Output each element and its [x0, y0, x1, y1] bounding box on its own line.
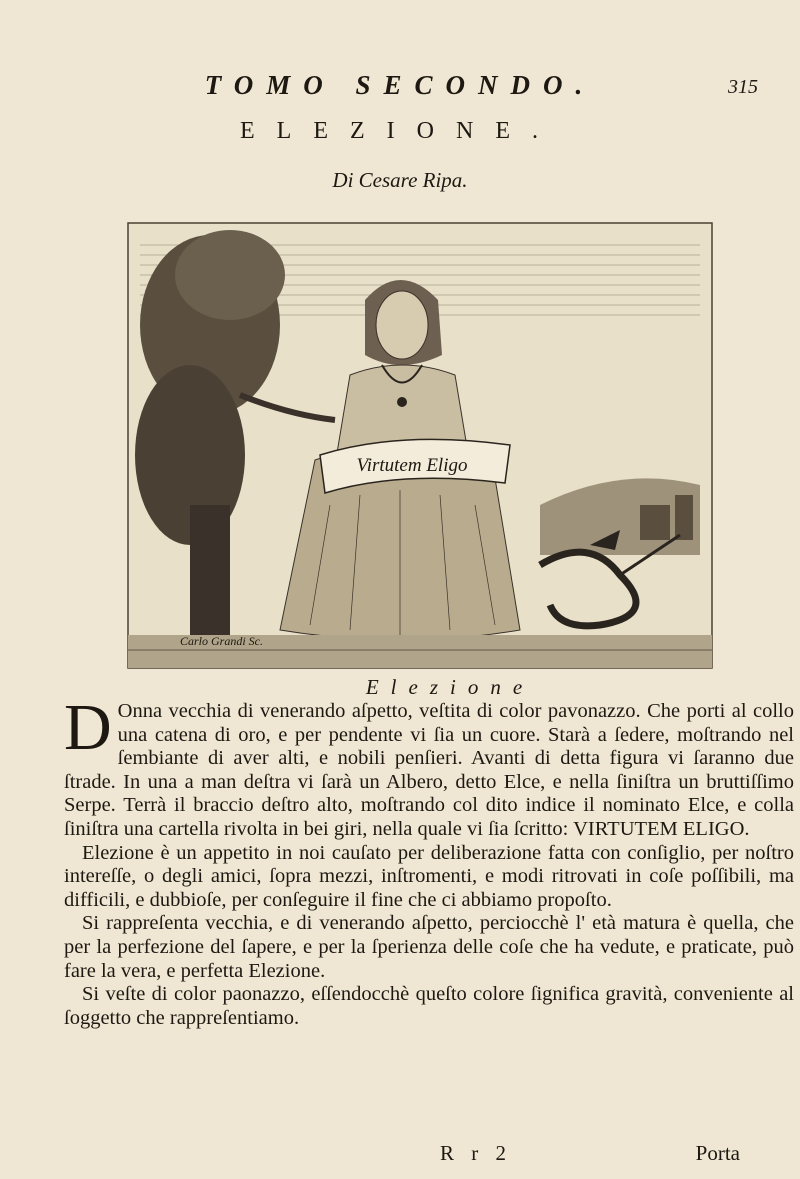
drop-cap: D — [64, 691, 112, 764]
ribbon-motto: Virtutem Eligo — [356, 455, 468, 476]
heart-pendant — [397, 397, 407, 407]
body-text — [64, 691, 794, 1030]
signature-mark: R r 2 — [440, 1141, 512, 1165]
paragraph: Si veſte di color paonazzo, eſſendocchè queſto colore ſignifica gravità, conveniente al ſoggetto che rappreſentiamo. — [64, 983, 794, 1029]
paragraph — [64, 691, 794, 842]
engraving-plate — [120, 205, 720, 675]
page-number: 315 — [728, 76, 758, 98]
engraving-illustration — [120, 205, 720, 675]
author-byline: Di Cesare Ripa. — [332, 168, 468, 192]
engraver-signature: Carlo Grandi Sc. — [180, 634, 264, 648]
catchword: Porta — [695, 1141, 740, 1165]
paragraph: Elezione è un appetito in noi cauſato per deliberazione fatta con conſiglio, per noſtro intereſſe, o degli amici, ſopra mezzi, inſtromenti, e modi ritrovati in coſe poſſibili, ma difficili, e dubbioſe, per conſeguire il fine che ci abbiamo propoſto. — [64, 841, 794, 911]
paragraph: Si rappreſenta vecchia, e di venerando aſpetto, perciocchè l' età matura è quella, che per la perfezione del ſapere, e per la ſperienza delle coſe che ha vedute, e praticate, può fare la vera, e perfetta Elezione. — [64, 912, 794, 982]
paragraph-text: Onna vecchia di venerando aſpetto, veſtita di color pavonazzo. Che porti al collo una catena di oro, e per pendente vi ſia un cuore. Starà a ſedere, moſtrando nel ſembiante di aver alti, e nobili penſieri. Avanti di detta figura vi ſaranno due ſtrade. In una a man deſtra vi ſarà un Albero, detto Elce, e nella ſiniſtra un bruttiſſimo Serpe. Terrà il braccio deſtro alto, moſtrando col dito indice il nominato Elce, e colla ſiniſtra una cartella rivolta in bei giri, nella quale vi ſia ſcritto: VIRTUTEM ELIGO. — [64, 700, 794, 840]
plate-caption: Elezione — [365, 675, 535, 699]
running-title: TOMO SECONDO. — [204, 70, 596, 100]
section-title: ELEZIONE. — [240, 118, 560, 144]
